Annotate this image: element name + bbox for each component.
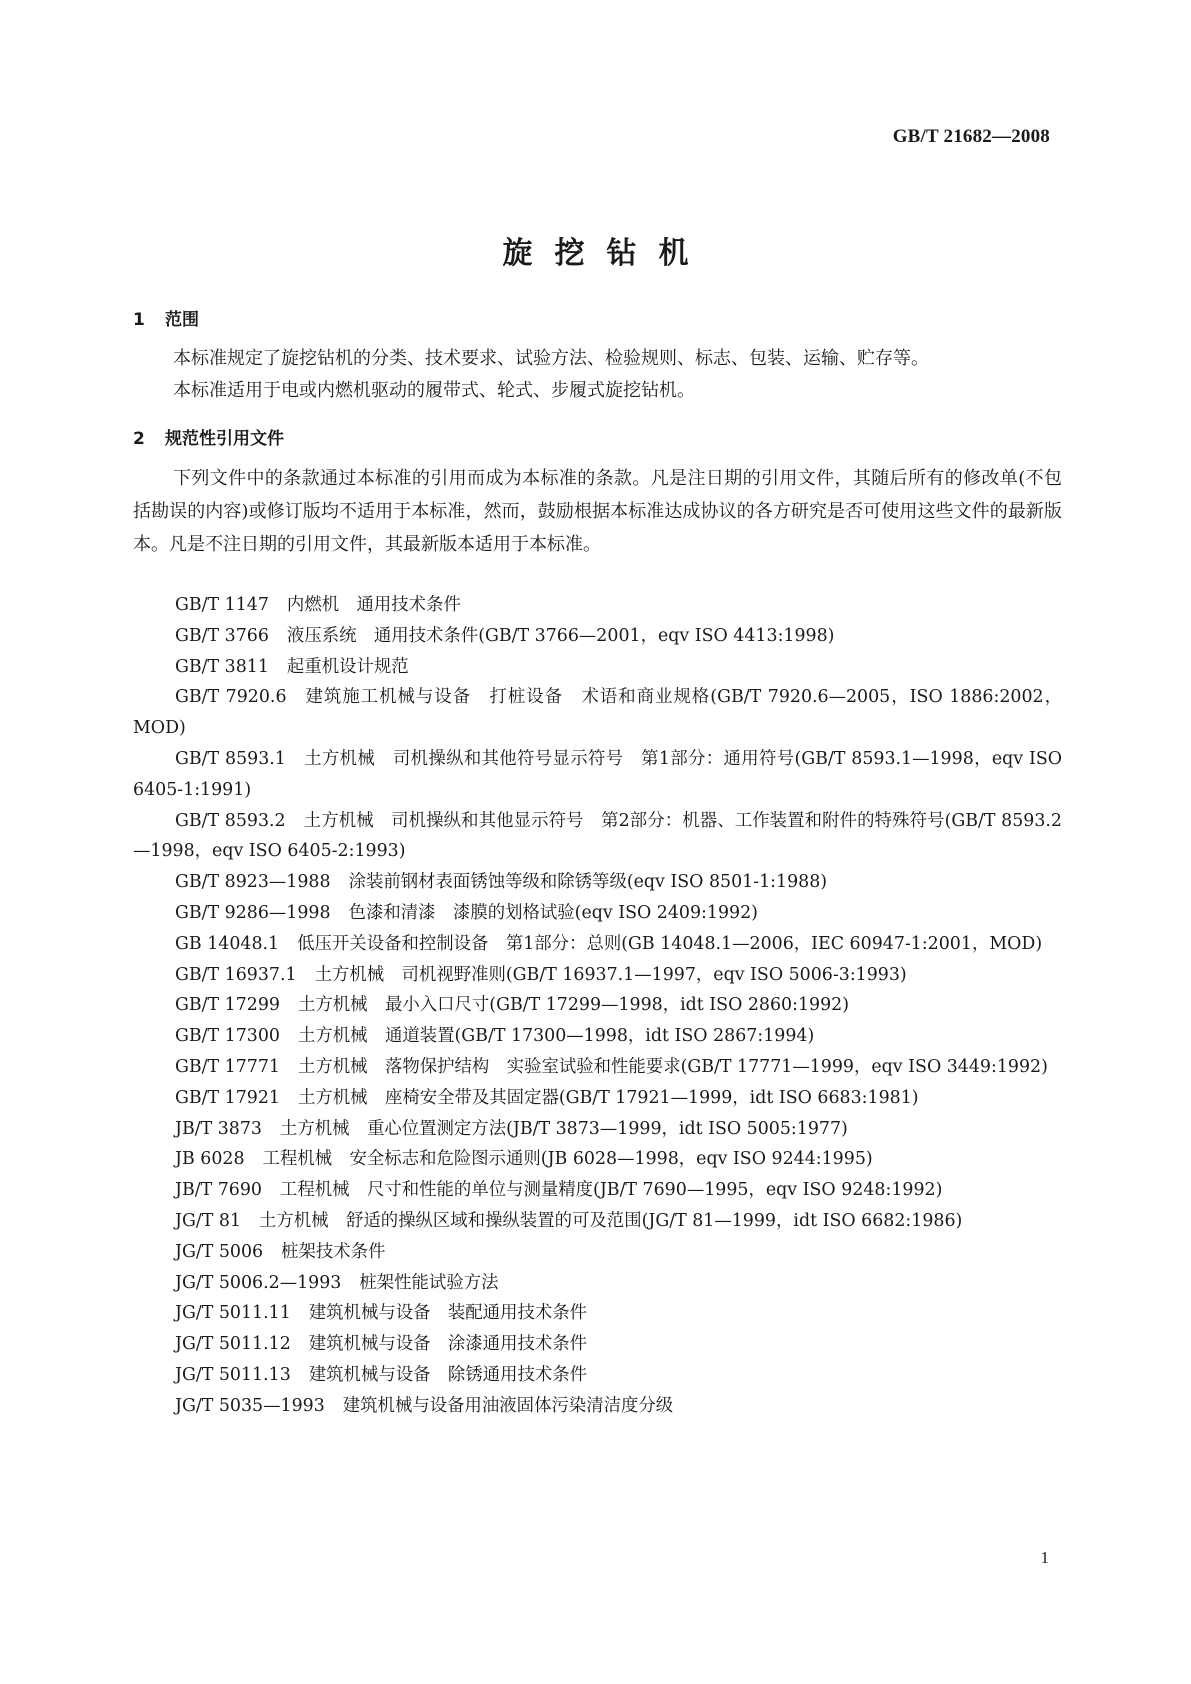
list-item — [133, 1021, 1062, 1052]
list-item — [133, 682, 1062, 744]
ref-code: GB/T 3766 — [175, 625, 269, 646]
paragraph: 下列文件中的条款通过本标准的引用而成为本标准的条款。凡是注日期的引用文件，其随后所有的修改单(不包括勘误的内容)或修订版均不适用于本标准，然而，鼓励根据本标准达成协议的各方研究是否可使用这些文件的最新版本。凡是不注日期的引用文件，其最新版本适用于本标准。 — [133, 468, 1062, 555]
ref-title: 色漆和清漆 漆膜的划格试验(eqv ISO 2409:1992) — [348, 902, 758, 923]
ref-code: JG/T 5011.11 — [175, 1303, 291, 1324]
ref-code: GB/T 17771 — [175, 1056, 280, 1077]
ref-title: 工程机械 安全标志和危险图示通则(JB 6028—1998，eqv ISO 9244:1995) — [262, 1149, 873, 1170]
ref-code: GB/T 17300 — [175, 1026, 280, 1047]
ref-title: 起重机设计规范 — [286, 656, 409, 677]
list-item — [133, 867, 1062, 898]
page-number: 1 — [1040, 1548, 1049, 1567]
paragraph: 本标准规定了旋挖钻机的分类、技术要求、试验方法、检验规则、标志、包装、运输、贮存等。 — [173, 348, 929, 369]
ref-code: JB/T 7690 — [175, 1180, 262, 1201]
list-item — [133, 1268, 1062, 1299]
list-item — [133, 652, 1062, 683]
ref-title: 土方机械 重心位置测定方法(JB/T 3873—1999，idt ISO 5005:1977) — [280, 1118, 848, 1139]
ref-code: GB/T 8593.1 — [175, 748, 286, 769]
ref-title: 内燃机 通用技术条件 — [286, 595, 461, 615]
section-title: 规范性引用文件 — [165, 429, 284, 449]
ref-title: 土方机械 司机视野准则(GB/T 16937.1—1997，eqv ISO 5006-3:1993) — [314, 964, 907, 985]
ref-title: 涂装前钢材表面锈蚀等级和除锈等级(eqv ISO 8501-1:1988) — [348, 872, 828, 893]
section-1-heading — [133, 305, 199, 330]
ref-code: GB/T 3811 — [175, 656, 269, 677]
ref-code: JG/T 5011.13 — [175, 1364, 291, 1385]
ref-code: GB/T 1147 — [175, 595, 269, 615]
ref-code: JB/T 3873 — [175, 1118, 262, 1139]
ref-code: JG/T 5035—1993 — [175, 1395, 325, 1416]
section-2-heading — [133, 424, 284, 449]
ref-title: 土方机械 司机操纵和其他符号显示符号 第1部分：通用符号(GB/T 8593.1—1998，eqv ISO 6405-1:1991) — [133, 748, 1062, 800]
reference-list — [133, 590, 1062, 1422]
list-item — [133, 1329, 1062, 1360]
document-title: 旋挖钻机 — [502, 236, 711, 271]
ref-title: 土方机械 座椅安全带及其固定器(GB/T 17921—1999，idt ISO 6683:1981) — [297, 1087, 919, 1108]
ref-title: 建筑机械与设备 除锈通用技术条件 — [308, 1364, 588, 1385]
list-item — [133, 960, 1062, 991]
ref-title: 建筑机械与设备用油液固体污染清洁度分级 — [342, 1395, 674, 1416]
ref-title: 建筑机械与设备 涂漆通用技术条件 — [308, 1334, 588, 1355]
list-item — [133, 1114, 1062, 1145]
section-2-body — [133, 462, 1062, 561]
list-item — [133, 1175, 1062, 1206]
list-item — [133, 898, 1062, 929]
ref-code: GB/T 8923—1988 — [175, 872, 331, 893]
list-item — [133, 1083, 1062, 1114]
ref-code: GB/T 17299 — [175, 995, 280, 1016]
list-item — [133, 1144, 1062, 1175]
list-item — [133, 1052, 1062, 1083]
ref-title: 液压系统 通用技术条件(GB/T 3766—2001，eqv ISO 4413:1998) — [286, 625, 835, 646]
ref-title: 土方机械 司机操纵和其他显示符号 第2部分：机器、工作装置和附件的特殊符号(GB/T 8593.2—1998，eqv ISO 6405-2:1993) — [133, 810, 1062, 862]
ref-title: 建筑施工机械与设备 打桩设备 术语和商业规格(GB/T 7920.6—2005，ISO 1886:2002，MOD) — [133, 687, 1063, 739]
list-item — [133, 1298, 1062, 1329]
section-title: 范围 — [165, 310, 199, 330]
ref-title: 土方机械 最小入口尺寸(GB/T 17299—1998，idt ISO 2860:1992) — [297, 995, 850, 1016]
ref-title: 桩架性能试验方法 — [359, 1272, 499, 1293]
ref-code: GB/T 9286—1998 — [175, 902, 331, 923]
ref-code: GB/T 8593.2 — [175, 810, 286, 831]
list-item — [133, 1391, 1062, 1422]
section-1-body — [133, 343, 1062, 407]
section-number: 1 — [133, 310, 145, 330]
ref-code: JB 6028 — [175, 1149, 245, 1170]
ref-title: 低压开关设备和控制设备 第1部分：总则(GB 14048.1—2006，IEC 60947-1:2001，MOD) — [297, 933, 1043, 954]
list-item — [133, 1237, 1062, 1268]
list-item — [133, 744, 1062, 806]
ref-code: JG/T 81 — [175, 1210, 241, 1231]
list-item — [133, 929, 1062, 960]
list-item — [133, 1206, 1062, 1237]
list-item — [133, 1360, 1062, 1391]
ref-code: GB/T 17921 — [175, 1087, 280, 1108]
ref-title: 建筑机械与设备 装配通用技术条件 — [308, 1303, 588, 1324]
ref-title: 工程机械 尺寸和性能的单位与测量精度(JB/T 7690—1995，eqv ISO 9248:1992) — [280, 1180, 943, 1201]
ref-title: 土方机械 通道装置(GB/T 17300—1998，idt ISO 2867:1994) — [297, 1026, 815, 1047]
ref-code: GB/T 16937.1 — [175, 964, 297, 985]
ref-code: GB 14048.1 — [175, 933, 280, 954]
list-item — [133, 806, 1062, 868]
ref-code: JG/T 5006.2—1993 — [175, 1272, 342, 1293]
ref-title: 土方机械 落物保护结构 实验室试验和性能要求(GB/T 17771—1999，eqv ISO 3449:1992) — [297, 1056, 1048, 1077]
paragraph: 本标准适用于电或内燃机驱动的履带式、轮式、步履式旋挖钻机。 — [173, 380, 695, 401]
ref-title: 土方机械 舒适的操纵区域和操纵装置的可及范围(JG/T 81—1999，idt ISO 6682:1986) — [258, 1210, 963, 1231]
standard-number: GB/T 21682—2008 — [892, 126, 1050, 147]
list-item — [133, 590, 1062, 621]
ref-title: 桩架技术条件 — [281, 1241, 386, 1262]
list-item — [133, 621, 1062, 652]
ref-code: GB/T 7920.6 — [175, 687, 287, 708]
section-number: 2 — [133, 429, 145, 449]
list-item — [133, 990, 1062, 1021]
ref-code: JG/T 5011.12 — [175, 1334, 291, 1355]
ref-code: JG/T 5006 — [175, 1241, 264, 1262]
